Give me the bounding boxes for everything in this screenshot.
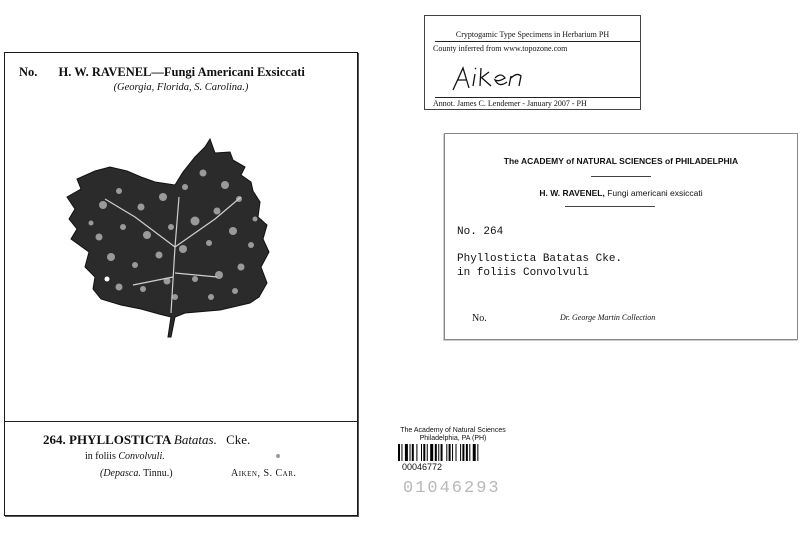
barcode-bar xyxy=(441,444,443,461)
barcode-bar xyxy=(416,444,417,461)
barcode-bar xyxy=(462,444,464,461)
specimen-number: 264. xyxy=(43,432,66,447)
collection-name: H. W. RAVENEL, xyxy=(539,188,605,198)
host-line xyxy=(85,451,165,462)
barcode-number: 00046772 xyxy=(402,462,443,472)
barcode-bar xyxy=(438,444,439,461)
type-label-rule xyxy=(435,41,640,42)
barcode-bar xyxy=(452,444,453,461)
academy-species xyxy=(457,252,622,280)
academy-collection xyxy=(445,188,797,198)
collection-note: Dr. George Martin Collection xyxy=(560,313,656,322)
locality-italic: (Depasca. xyxy=(100,468,141,479)
barcode xyxy=(398,444,508,461)
collection-locality: Aiken, S. Car. xyxy=(231,468,297,479)
barcode-bar xyxy=(410,444,411,461)
barcode-bar xyxy=(398,444,400,461)
academy-title: The ACADEMY of NATURAL SCIENCES of PHILADELPHIA xyxy=(503,156,739,166)
leaf-specimen xyxy=(55,127,305,342)
academy-species-line: Phyllosticta Batatas Cke. xyxy=(457,253,623,265)
handwritten-signature xyxy=(449,64,559,94)
barcode-bar xyxy=(405,444,408,461)
academy-number: No. 264 xyxy=(457,226,504,238)
host-name: Convolvuli. xyxy=(118,451,165,462)
ink-dot xyxy=(276,454,280,458)
leaf-image xyxy=(55,127,305,342)
annotation-note: Annot. James C. Lendemer - January 2007 - PH xyxy=(433,99,587,108)
species-author: Cke. xyxy=(226,432,251,447)
academy-label xyxy=(444,133,798,340)
barcode-image xyxy=(398,444,508,461)
barcode-bar xyxy=(427,444,428,461)
species-epithet: Batatas. xyxy=(173,432,217,447)
type-label-title: Cryptogamic Type Specimens in Herbarium PH xyxy=(455,30,610,39)
barcode-bar xyxy=(423,444,425,461)
main-specimen-label xyxy=(4,52,358,516)
barcode-caption-line: Philadelphia, PA (PH) xyxy=(419,435,487,442)
barcode-bar xyxy=(421,444,422,461)
collection-rest: Fungi americani exsiccati xyxy=(607,188,703,198)
academy-rule xyxy=(565,206,655,207)
barcode-bar xyxy=(401,444,402,461)
type-label-rule xyxy=(435,97,640,98)
barcode-bar xyxy=(430,444,433,461)
host-prefix: in foliis xyxy=(85,451,116,462)
exsiccata-subtitle: (Georgia, Florida, S. Carolina.) xyxy=(113,82,249,93)
county-note: County inferred from www.topozone.com xyxy=(433,44,568,53)
locality-rest: Tinnu.) xyxy=(143,468,173,479)
barcode-bar xyxy=(435,444,437,461)
species-name xyxy=(43,432,250,448)
genus-name: PHYLLOSTICTA xyxy=(69,432,171,447)
main-label-header xyxy=(19,65,349,80)
barcode-bar xyxy=(477,444,478,461)
barcode-bar xyxy=(466,444,468,461)
barcode-bar xyxy=(473,444,476,461)
barcode-bar xyxy=(446,444,447,461)
barcode-bar xyxy=(412,444,414,461)
barcode-bar xyxy=(469,444,470,461)
locality-line xyxy=(100,468,173,479)
label-divider xyxy=(5,421,357,422)
barcode-bar xyxy=(460,444,461,461)
catalog-number: 01046293 xyxy=(403,479,501,498)
type-specimen-label xyxy=(424,15,641,110)
barcode-bar xyxy=(449,444,451,461)
number-prefix: No. xyxy=(19,65,38,79)
barcode-bar xyxy=(456,444,457,461)
academy-rule xyxy=(591,176,651,177)
academy-bottom-number: No. xyxy=(472,313,487,324)
exsiccata-title: H. W. RAVENEL—Fungi Americani Exsiccati xyxy=(58,65,305,79)
academy-host-line: in foliis Convolvuli xyxy=(457,267,590,279)
barcode-caption-line: The Academy of Natural Sciences xyxy=(400,427,506,434)
barcode-caption xyxy=(398,427,508,443)
signature-image xyxy=(449,64,559,92)
